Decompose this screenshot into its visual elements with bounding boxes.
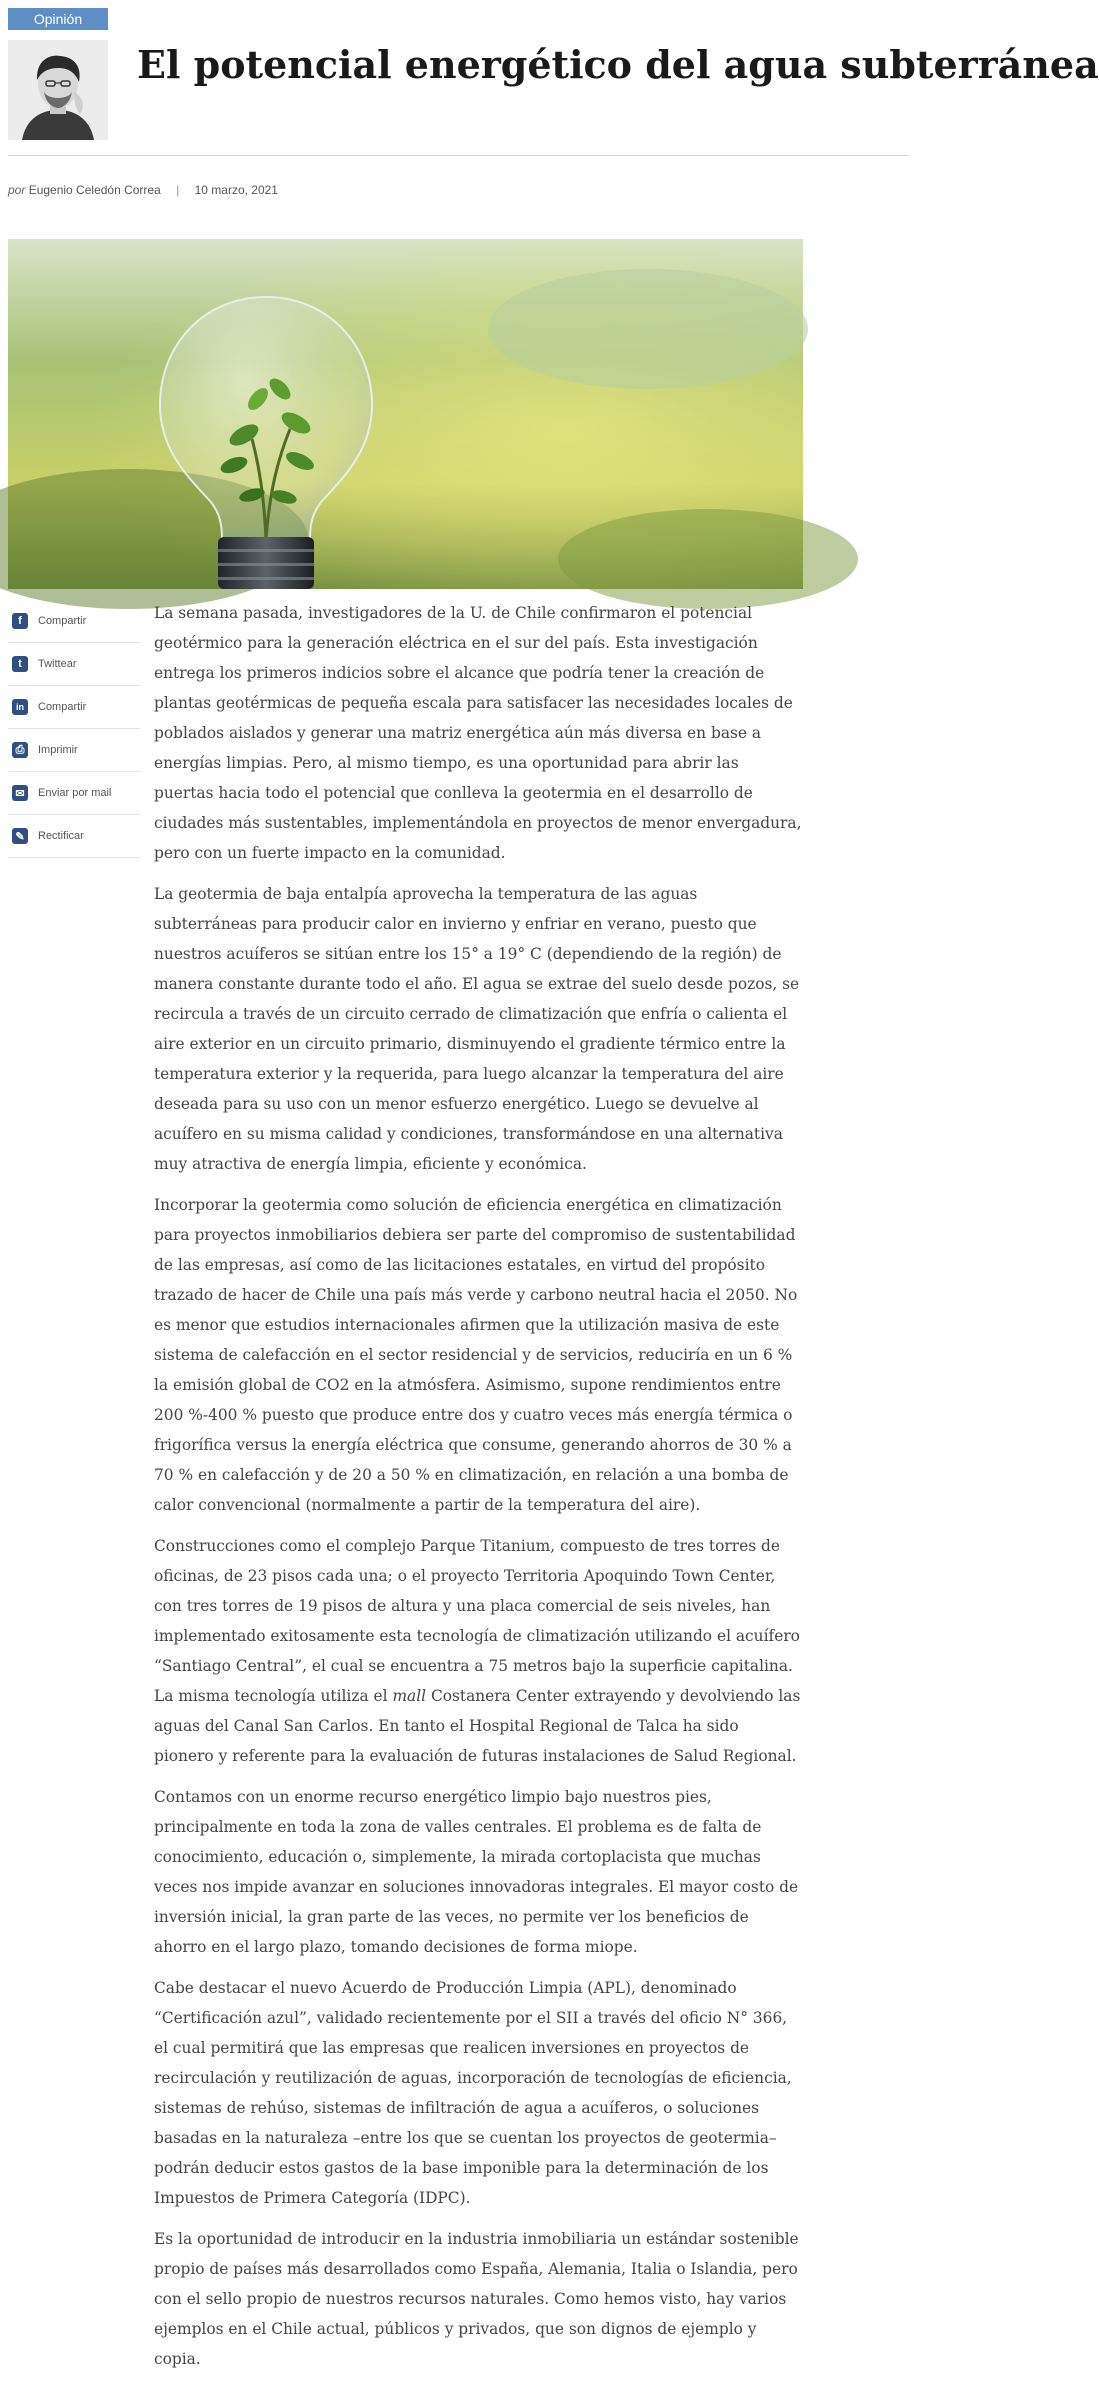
paragraph-italic: mall (392, 1687, 427, 1705)
facebook-icon: f (12, 613, 28, 629)
publish-date: 10 marzo, 2021 (194, 183, 278, 197)
share-label: Twittear (38, 658, 77, 670)
author-name[interactable]: Eugenio Celedón Correa (28, 183, 161, 197)
byline-separator: | (176, 183, 180, 197)
article-paragraph: Incorporar la geotermia como solución de eficiencia energética en climatización para proyectos inmobiliarios debiera ser parte del compromiso de sustentabilidad de las empresas, así como de las licitaciones estatales, en virtud del propósito trazado de hacer de Chile una país más verde y carbono neutral hacia el 2050. No es menor que estudios internacionales afirmen que la utilización masiva de este sistema de calefacción en el sector residencial y de servicios, reduciría en un 6 % la emisión global de CO2 en la atmósfera. Asimismo, supone rendimientos entre 200 %-400 % puesto que produce entre dos y cuatro veces más energía térmica o frigorífica versus la energía eléctrica que consume, generando ahorros de 30 % a 70 % en calefacción y de 20 a 50 % en climatización, en relación a una bomba de calor convencional (normalmente a partir de la temperatura del aire). (154, 1196, 798, 1514)
hero-image (8, 239, 803, 589)
print-icon: ⎙ (12, 742, 28, 758)
edit-icon: ✎ (12, 828, 28, 844)
section-tag[interactable]: Opinión (8, 8, 108, 30)
article-paragraph: Contamos con un enorme recurso energético limpio bajo nuestros pies, principalmente en toda la zona de valles centrales. El problema es de falta de conocimiento, educación o, simplemente, la mirada cortoplacista que muchas veces nos impide avanzar en soluciones innovadoras integrales. El mayor costo de inversión inicial, la gran parte de las veces, no permite ver los beneficios de ahorro en el largo plazo, tomando decisiones de forma miope. (154, 1788, 799, 1956)
share-rectify[interactable] (8, 815, 140, 858)
article-paragraph (154, 1531, 802, 1771)
share-label: Compartir (38, 615, 87, 627)
share-email[interactable] (8, 772, 140, 815)
share-label: Enviar por mail (38, 787, 112, 799)
article-body (154, 598, 802, 2385)
header-divider (8, 155, 908, 156)
article-paragraph: Es la oportunidad de introducir en la industria inmobiliaria un estándar sostenible propio de países más desarrollados como España, Alemania, Italia o Islandia, pero con el sello propio de nuestros recursos naturales. Como hemos visto, hay varios ejemplos en el Chile actual, públicos y privados, que son dignos de ejemplo y copia. (154, 2230, 799, 2368)
mail-icon: ✉ (12, 785, 28, 801)
share-facebook[interactable] (8, 600, 140, 643)
twitter-icon: t (12, 656, 28, 672)
share-linkedin[interactable] (8, 686, 140, 729)
share-twitter[interactable] (8, 643, 140, 686)
share-label: Compartir (38, 701, 87, 713)
author-avatar (8, 40, 108, 140)
byline (8, 183, 278, 197)
share-label: Rectificar (38, 830, 84, 842)
article-paragraph: La semana pasada, investigadores de la U. de Chile confirmaron el potencial geotérmico para la generación eléctrica en el sur del país. Esta investigación entrega los primeros indicios sobre el alcance que podría tener la creación de plantas geotérmicas de pequeña escala para satisfacer las necesidades locales de poblados aislados y generar una matriz energética aún más diversa en base a energías limpias. Pero, al mismo tiempo, es una oportunidad para abrir las puertas hacia todo el potencial que conlleva la geotermia en el desarrollo de ciudades más sustentables, implementándola en proyectos de menor envergadura, pero con un fuerte impacto en la comunidad. (154, 604, 802, 862)
article-paragraph: La geotermia de baja entalpía aprovecha la temperatura de las aguas subterráneas para producir calor en invierno y enfriar en verano, puesto que nuestros acuíferos se sitúan entre los 15° a 19° C (dependiendo de la región) de manera constante durante todo el año. El agua se extrae del suelo desde pozos, se recircula a través de un circuito cerrado de climatización que enfría o calienta el aire exterior en un circuito primario, disminuyendo el gradiente térmico entre la temperatura exterior y la requerida, para luego alcanzar la temperatura del aire deseada para su uso con un menor esfuerzo energético. Luego se devuelve al acuífero en su misma calidad y condiciones, transformándose en una alternativa muy atractiva de energía limpia, eficiente y económica. (154, 885, 800, 1173)
paragraph-text: Construcciones como el complejo Parque Titanium, compuesto de tres torres de oficinas, de 23 pisos cada una; o el proyecto Territoria Apoquindo Town Center, con tres torres de 19 pisos de altura y una placa comercial de seis niveles, han implementado exitosamente esta tecnología de climatización utilizando el acuífero “Santiago Central”, el cual se encuentra a 75 metros bajo la superficie capitalina. La misma tecnología utiliza el (154, 1537, 800, 1705)
paragraph-text: Costanera Center extrayendo y devolviendo las aguas del Canal San Carlos. En tanto el Hospital Regional de Talca ha sido pionero y referente para la evaluación de futuras instalaciones de Salud Regional. (154, 1687, 801, 1765)
byline-prefix: por (8, 183, 26, 197)
share-bar (8, 600, 140, 858)
share-label: Imprimir (38, 744, 78, 756)
page-title: El potencial energético del agua subterránea (137, 42, 1099, 87)
linkedin-icon: in (12, 699, 28, 715)
share-print[interactable] (8, 729, 140, 772)
article-paragraph: Cabe destacar el nuevo Acuerdo de Producción Limpia (APL), denominado “Certificación azul”, validado recientemente por el SII a través del oficio N° 366, el cual permitirá que las empresas que realicen inversiones en proyectos de recirculación y reutilización de aguas, incorporación de tecnologías de eficiencia, sistemas de rehúso, sistemas de infiltración de agua a acuíferos, o soluciones basadas en la naturaleza –entre los que se cuentan los proyectos de geotermia– podrán deducir estos gastos de la base imponible para la determinación de los Impuestos de Primera Categoría (IDPC). (154, 1979, 792, 2207)
